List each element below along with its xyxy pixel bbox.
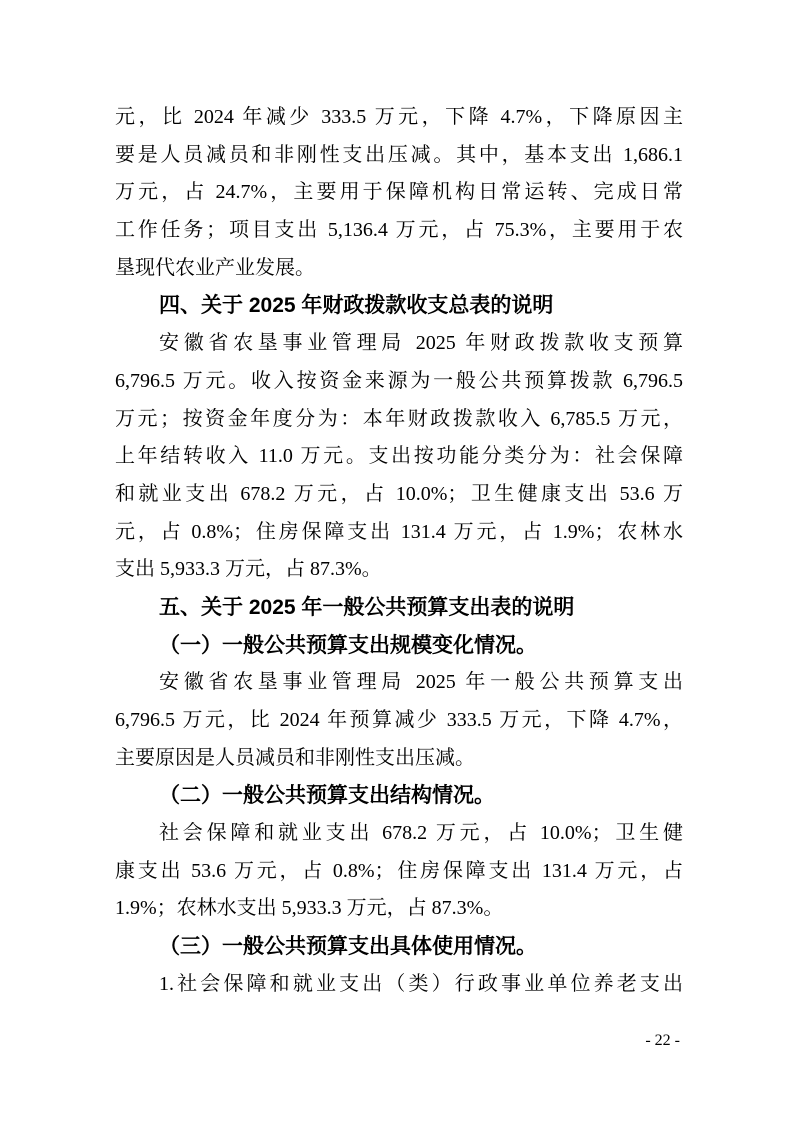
- body-line: 6,796.5 万元，比 2024 年预算减少 333.5 万元，下降 4.7%，: [115, 709, 683, 731]
- body-line: 支出 5,933.3 万元，占 87.3%。: [115, 558, 382, 581]
- body-line: 万元；按资金年度分为：本年财政拨款收入 6,785.5 万元，: [115, 407, 683, 430]
- body-line: 元，比 2024 年减少 333.5 万元，下降 4.7%，下降原因主: [115, 106, 683, 128]
- section-heading-four: 四、关于 2025 年财政拨款收支总表的说明: [159, 294, 554, 318]
- body-line: 元，占 0.8%；住房保障支出 131.4 万元，占 1.9%；农林水: [115, 520, 683, 543]
- body-line: 垦现代农业产业发展。: [115, 256, 315, 279]
- section-heading-five: 五、关于 2025 年一般公共预算支出表的说明: [159, 595, 575, 619]
- body-line: 康支出 53.6 万元，占 0.8%；住房保障支出 131.4 万元，占: [115, 859, 683, 882]
- body-line: 和就业支出 678.2 万元，占 10.0%；卫生健康支出 53.6 万: [115, 482, 683, 505]
- body-line: 6,796.5 万元。收入按资金来源为一般公共预算拨款 6,796.5: [115, 369, 683, 392]
- body-line: 安徽省农垦事业管理局 2025 年一般公共预算支出: [159, 671, 683, 694]
- subsection-heading-three: （三）一般公共预算支出具体使用情况。: [159, 934, 537, 959]
- page-number: - 22 -: [645, 1032, 680, 1049]
- body-line: 上年结转收入 11.0 万元。支出按功能分类分为：社会保障: [115, 445, 683, 468]
- numbered-item-line: 1.社会保障和就业支出（类）行政事业单位养老支出: [159, 972, 683, 995]
- subsection-heading-two: （二）一般公共预算支出结构情况。: [159, 783, 495, 808]
- body-line: 主要原因是人员减员和非刚性支出压减。: [115, 746, 475, 769]
- body-line: 工作任务；项目支出 5,136.4 万元，占 75.3%，主要用于农: [115, 219, 683, 242]
- body-line: 社会保障和就业支出 678.2 万元，占 10.0%；卫生健: [159, 822, 683, 845]
- body-line: 安徽省农垦事业管理局 2025 年财政拨款收支预算: [159, 332, 683, 355]
- body-line: 1.9%；农林水支出 5,933.3 万元，占 87.3%。: [115, 897, 504, 920]
- body-line: 万元，占 24.7%，主要用于保障机构日常运转、完成日常: [115, 181, 683, 204]
- body-line: 要是人员减员和非刚性支出压减。其中，基本支出 1,686.1: [115, 143, 683, 166]
- subsection-heading-one: （一）一般公共预算支出规模变化情况。: [159, 632, 537, 657]
